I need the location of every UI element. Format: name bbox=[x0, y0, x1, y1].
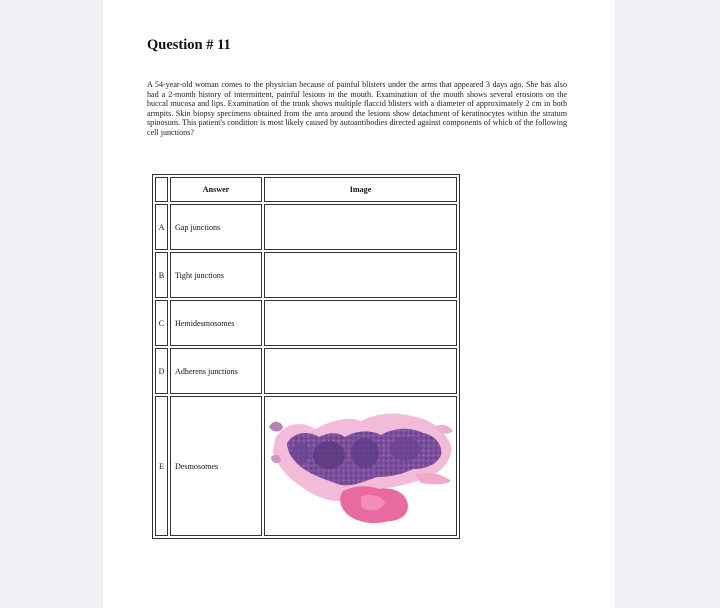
option-letter: D bbox=[155, 348, 168, 394]
option-answer: Gap junctions bbox=[170, 204, 262, 250]
option-row-e bbox=[155, 396, 457, 536]
option-letter: C bbox=[155, 300, 168, 346]
option-image-cell bbox=[264, 348, 457, 394]
option-row-a bbox=[155, 204, 457, 250]
option-image-cell bbox=[264, 396, 457, 536]
header-letter-cell bbox=[155, 177, 168, 202]
option-row-b bbox=[155, 252, 457, 298]
question-text: A 54-year-old woman comes to the physician because of painful blisters under the arms that appeared 3 days ago. She has also had a 2-month history of intermittent, painful lesions in the mouth. Examination of the mouth shows several erosions on the buccal mucosa and lips. Examination of the trunk shows multiple flaccid blisters with a diameter of approximately 2 cm in both armpits. Skin biopsy specimens obtained from the area around the lesions show detachment of keratinocytes within the stratum spinosum. This patient's condition is most likely caused by autoantibodies directed against components of which of the following cell junctions? bbox=[147, 80, 567, 137]
option-image-cell bbox=[264, 252, 457, 298]
option-answer: Hemidesmosomes bbox=[170, 300, 262, 346]
option-image-cell bbox=[264, 204, 457, 250]
histology-image bbox=[265, 397, 456, 535]
option-row-c bbox=[155, 300, 457, 346]
option-image-cell bbox=[264, 300, 457, 346]
option-row-d bbox=[155, 348, 457, 394]
option-answer: Tight junctions bbox=[170, 252, 262, 298]
option-letter: B bbox=[155, 252, 168, 298]
option-letter: A bbox=[155, 204, 168, 250]
answer-table bbox=[152, 174, 460, 539]
option-answer: Adherens junctions bbox=[170, 348, 262, 394]
table-header-row bbox=[155, 177, 457, 202]
document-page bbox=[103, 0, 615, 608]
header-image: Image bbox=[264, 177, 457, 202]
question-title: Question # 11 bbox=[147, 37, 231, 53]
option-letter: E bbox=[155, 396, 168, 536]
option-answer: Desmosomes bbox=[170, 396, 262, 536]
header-answer: Answer bbox=[170, 177, 262, 202]
